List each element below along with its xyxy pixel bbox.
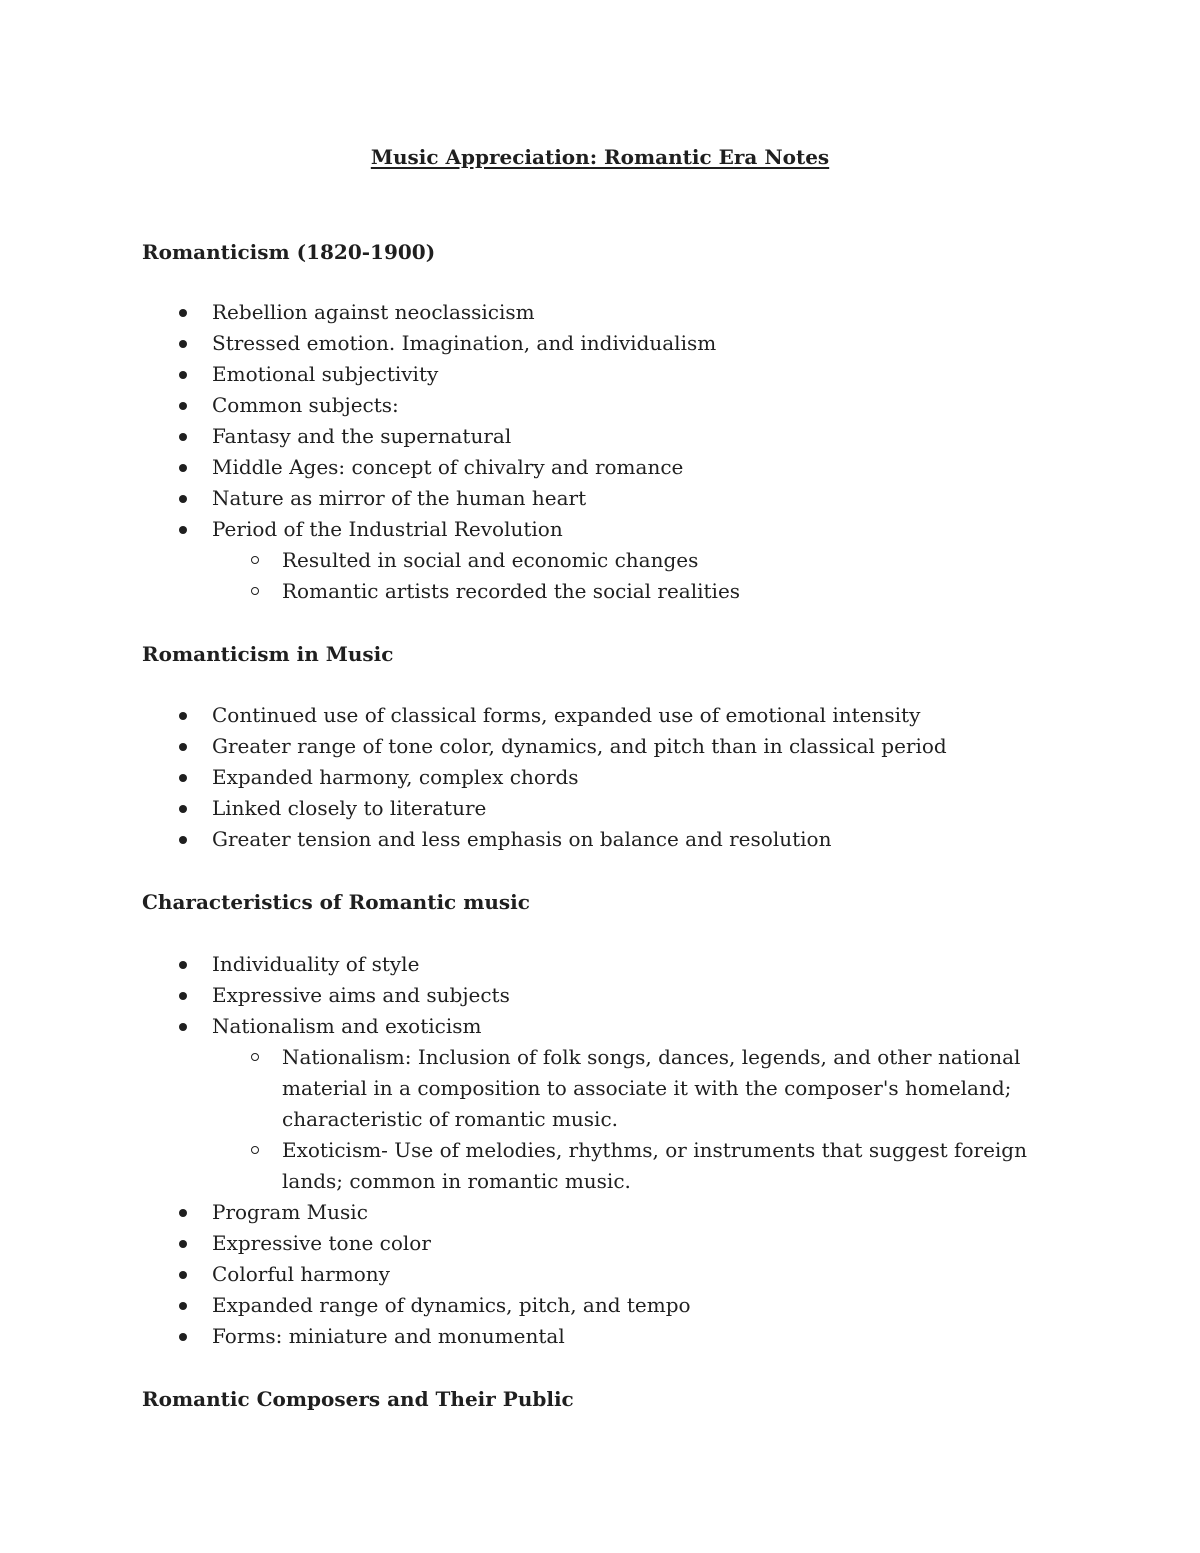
filled-bullet-icon xyxy=(179,712,187,720)
filled-bullet-icon xyxy=(179,1333,187,1341)
filled-bullet-icon xyxy=(179,1302,187,1310)
list-item: Expanded harmony, complex chords xyxy=(0,762,1072,793)
filled-bullet-icon xyxy=(179,402,187,410)
filled-bullet-icon xyxy=(179,309,187,317)
hollow-bullet-icon xyxy=(251,1146,259,1154)
section-heading-romanticism: Romanticism (1820-1900) xyxy=(142,240,436,264)
list-item: Linked closely to literature xyxy=(0,793,1072,824)
hollow-bullet-icon xyxy=(251,587,259,595)
filled-bullet-icon xyxy=(179,464,187,472)
filled-bullet-icon xyxy=(179,836,187,844)
filled-bullet-icon xyxy=(179,433,187,441)
sub-list-item: Resulted in social and economic changes xyxy=(0,545,1072,576)
list-item: Individuality of style xyxy=(0,949,1072,980)
list-item: Expressive aims and subjects xyxy=(0,980,1072,1011)
filled-bullet-icon xyxy=(179,1240,187,1248)
bullet-list-romanticism-in-music xyxy=(0,700,1200,855)
filled-bullet-icon xyxy=(179,1209,187,1217)
bullet-list-romanticism xyxy=(0,297,1200,607)
page-title: Music Appreciation: Romantic Era Notes xyxy=(370,145,830,169)
filled-bullet-icon xyxy=(179,805,187,813)
list-item: Greater tension and less emphasis on balance and resolution xyxy=(0,824,1072,855)
list-item: Common subjects: xyxy=(0,390,1072,421)
list-item: Expressive tone color xyxy=(0,1228,1072,1259)
hollow-bullet-icon xyxy=(251,556,259,564)
list-item: Stressed emotion. Imagination, and individualism xyxy=(0,328,1072,359)
filled-bullet-icon xyxy=(179,1271,187,1279)
list-item: Colorful harmony xyxy=(0,1259,1072,1290)
filled-bullet-icon xyxy=(179,743,187,751)
list-item: Nature as mirror of the human heart xyxy=(0,483,1072,514)
list-item: Emotional subjectivity xyxy=(0,359,1072,390)
filled-bullet-icon xyxy=(179,1023,187,1031)
filled-bullet-icon xyxy=(179,992,187,1000)
list-item: Fantasy and the supernatural xyxy=(0,421,1072,452)
section-heading-romanticism-in-music: Romanticism in Music xyxy=(142,642,394,666)
filled-bullet-icon xyxy=(179,774,187,782)
filled-bullet-icon xyxy=(179,961,187,969)
sub-list-item: Romantic artists recorded the social realities xyxy=(0,576,1072,607)
filled-bullet-icon xyxy=(179,526,187,534)
section-heading-composers-public: Romantic Composers and Their Public xyxy=(142,1387,574,1411)
sub-list-item: Nationalism: Inclusion of folk songs, dances, legends, and other national material in a composition to associate it with the composer's homeland; characteristic of romantic music. xyxy=(0,1042,1072,1135)
bullet-list-characteristics xyxy=(0,949,1200,1352)
section-heading-characteristics: Characteristics of Romantic music xyxy=(142,890,530,914)
hollow-bullet-icon xyxy=(251,1053,259,1061)
filled-bullet-icon xyxy=(179,495,187,503)
list-item: Forms: miniature and monumental xyxy=(0,1321,1072,1352)
list-item: Program Music xyxy=(0,1197,1072,1228)
list-item: Continued use of classical forms, expanded use of emotional intensity xyxy=(0,700,1072,731)
list-item: Rebellion against neoclassicism xyxy=(0,297,1072,328)
list-item: Nationalism and exoticism xyxy=(0,1011,1072,1042)
filled-bullet-icon xyxy=(179,371,187,379)
list-item: Period of the Industrial Revolution xyxy=(0,514,1072,545)
list-item: Greater range of tone color, dynamics, and pitch than in classical period xyxy=(0,731,1072,762)
sub-list-item: Exoticism- Use of melodies, rhythms, or instruments that suggest foreign lands; common in romantic music. xyxy=(0,1135,1072,1197)
list-item: Middle Ages: concept of chivalry and romance xyxy=(0,452,1072,483)
filled-bullet-icon xyxy=(179,340,187,348)
list-item: Expanded range of dynamics, pitch, and tempo xyxy=(0,1290,1072,1321)
